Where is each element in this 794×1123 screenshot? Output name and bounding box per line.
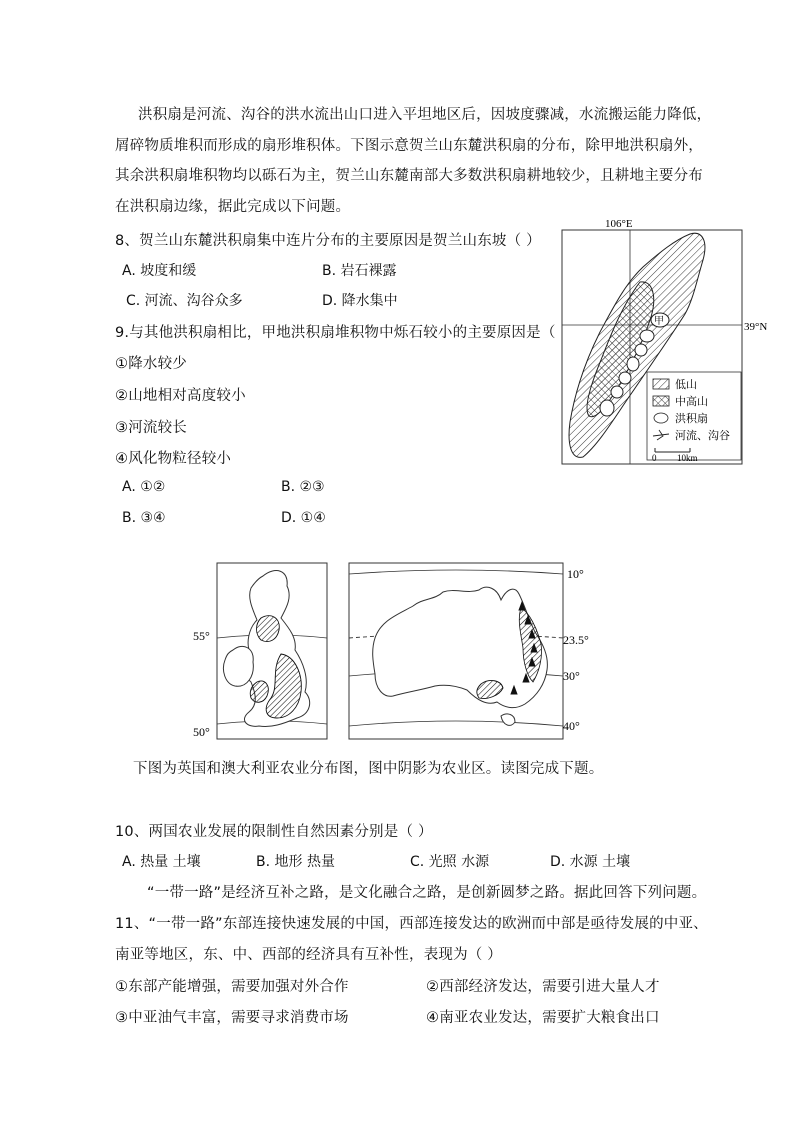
intro-line-4: 在洪积扇边缘，据此完成以下问题。: [115, 199, 351, 215]
q9-item-4: ④风化物粒径较小: [115, 451, 232, 467]
lat-23-label: 23.5°: [563, 633, 589, 647]
lat-10-label: 10°: [567, 567, 584, 581]
lat-40-label: 40°: [563, 719, 580, 733]
q10-caption: 下图为英国和澳大利亚农业分布图，图中阴影为农业区。读图完成下题。: [133, 761, 604, 777]
q9-option-a[interactable]: A. ①②: [122, 479, 166, 495]
q8-option-d[interactable]: D. 降水集中: [322, 293, 398, 309]
legend-river: 河流、沟谷: [675, 430, 730, 442]
legend-low-mountain: 低山: [675, 379, 697, 391]
lat-30-label: 30°: [563, 669, 580, 683]
helan-map: [545, 212, 768, 464]
q10-option-a[interactable]: A. 热量 土壤: [122, 854, 201, 870]
place-jia: 甲: [654, 316, 664, 327]
legend-mid-high: 中高山: [675, 396, 708, 408]
q11-stem-2: 南亚等地区，东、中、西部的经济具有互补性，表现为（ ）: [115, 947, 503, 963]
q10-option-d[interactable]: D. 水源 土壤: [550, 854, 631, 870]
q8-option-b[interactable]: B. 岩石裸露: [322, 263, 397, 279]
q8-option-a[interactable]: A. 坡度和缓: [122, 263, 197, 279]
lat-label: 39°N: [744, 321, 768, 333]
q9-stem: 9.与其他洪积扇相比，甲地洪积扇堆积物中烁石较小的主要原因是（: [115, 325, 556, 341]
q11-item-2: ②西部经济发达，需要引进大量人才: [426, 979, 660, 995]
q9-option-d[interactable]: D. ①④: [281, 510, 326, 526]
q10-option-b[interactable]: B. 地形 热量: [256, 854, 335, 870]
q11-intro: “一带一路”是经济互补之路，是文化融合之路，是创新圆梦之路。据此回答下列问题。: [147, 885, 707, 901]
scale-dist: 10km: [677, 453, 698, 463]
legend-mid-high-swatch: [653, 396, 669, 406]
uk-australia-map: [185, 558, 605, 748]
q9-option-c[interactable]: B. ③④: [122, 510, 166, 526]
legend-fan: 洪积扇: [675, 413, 708, 425]
intro-line-3: 其余洪积扇堆积物均以砾石为主，贺兰山东麓南部大多数洪积扇耕地较少，且耕地主要分布: [115, 168, 703, 184]
q11-item-1: ①东部产能增强，需要加强对外合作: [115, 979, 349, 995]
uk-farm-north: [257, 616, 280, 642]
q9-item-3: ③河流较长: [115, 420, 187, 436]
q11-item-3: ③中亚油气丰富，需要寻求消费市场: [115, 1010, 349, 1026]
q10-option-c[interactable]: C. 光照 水源: [410, 854, 490, 870]
q8-stem: 8、贺兰山东麓洪积扇集中连片分布的主要原因是贺兰山东坡（ ）: [115, 233, 541, 249]
lat-50-label: 50°: [193, 725, 210, 739]
legend-fan-swatch: [654, 413, 668, 423]
q9-item-1: ①降水较少: [115, 356, 187, 372]
q9-option-b[interactable]: B. ②③: [281, 479, 325, 495]
intro-line-1: 洪积扇是河流、沟谷的洪水流出山口进入平坦地区后，因坡度骤减，水流搬运能力降低，: [138, 107, 712, 123]
q10-stem: 10、两国农业发展的限制性自然因素分别是（ ）: [115, 824, 433, 840]
q11-stem-1: 11、“一带一路”东部连接快速发展的中国，西部连接发达的欧洲而中部是亟待发展的中亚、: [115, 916, 708, 932]
q9-item-2: ②山地相对高度较小: [115, 388, 246, 404]
intro-line-2: 屑碎物质堆积而形成的扇形堆积体。下图示意贺兰山东麓洪积扇的分布，除甲地洪积扇外，: [115, 138, 703, 154]
q8-option-c[interactable]: C. 河流、沟谷众多: [126, 293, 243, 309]
lon-label: 106°E: [605, 218, 633, 230]
scale-zero: 0: [652, 453, 657, 463]
lat-55-label: 55°: [193, 629, 210, 643]
q11-item-4: ④南亚农业发达，需要扩大粮食出口: [426, 1010, 660, 1026]
legend-low-mountain-swatch: [653, 379, 669, 389]
